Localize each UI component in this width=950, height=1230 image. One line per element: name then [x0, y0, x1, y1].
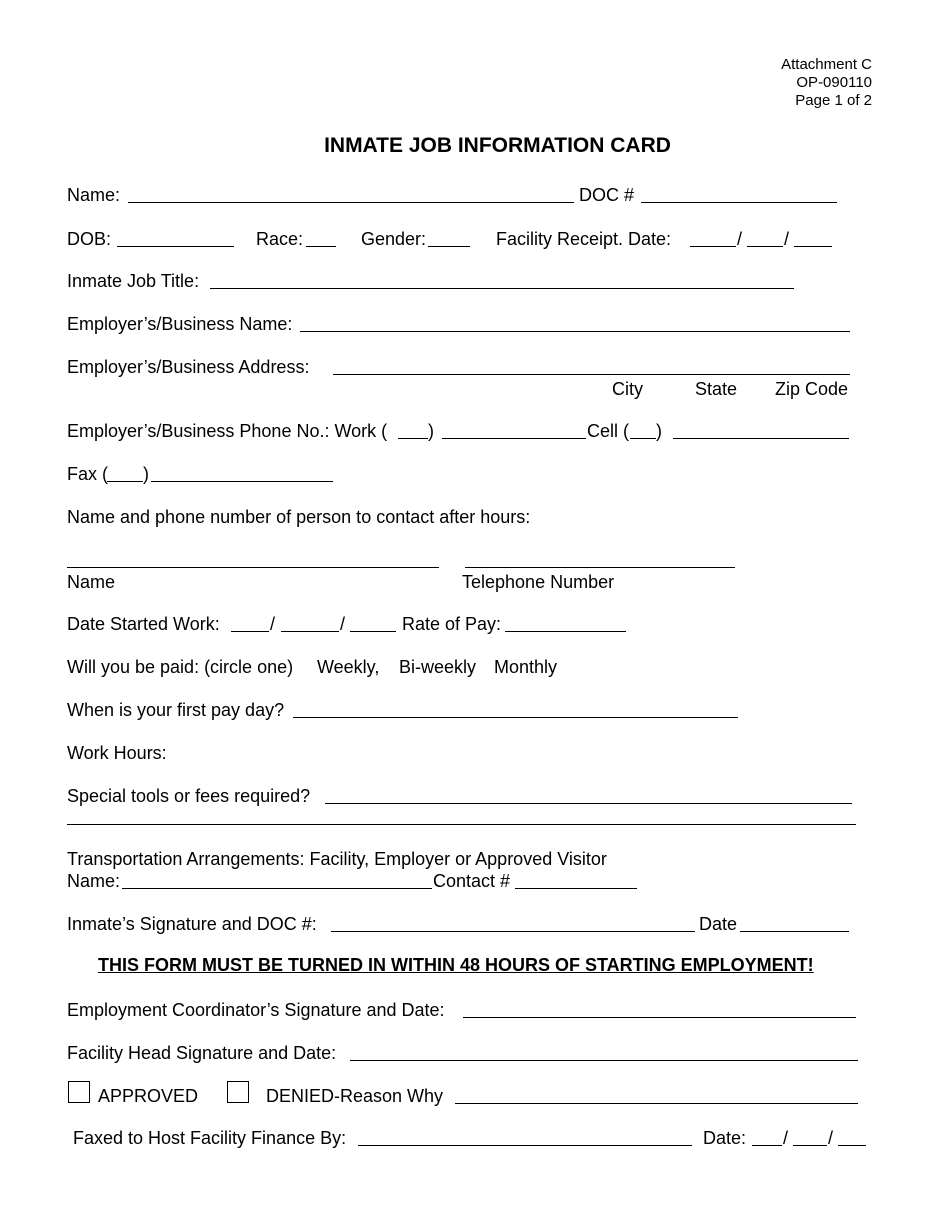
receipt-year-field[interactable]: [794, 246, 832, 247]
start-month-field[interactable]: [231, 631, 269, 632]
denied-label: DENIED-Reason Why: [266, 1086, 444, 1106]
zip-caption: Zip Code: [775, 379, 849, 399]
transportation-label: Transportation Arrangements: Facility, Employer or Approved Visitor: [67, 849, 607, 869]
faxed-to-label: Faxed to Host Facility Finance By:: [73, 1128, 347, 1148]
denied-reason-field[interactable]: [455, 1103, 858, 1104]
faxed-day-field[interactable]: [793, 1145, 827, 1146]
biweekly-option[interactable]: Bi-weekly: [399, 657, 477, 677]
city-caption: City: [612, 379, 643, 399]
special-tools-field[interactable]: [325, 803, 852, 804]
visitor-name-label: Name:: [67, 871, 121, 891]
doc-field[interactable]: [641, 202, 837, 203]
contact-number-field[interactable]: [515, 888, 637, 889]
denied-checkbox[interactable]: [227, 1081, 249, 1103]
inmate-signature-label: Inmate’s Signature and DOC #:: [67, 914, 317, 934]
coordinator-signature-label: Employment Coordinator’s Signature and Date:: [67, 1000, 445, 1020]
faxed-date-label: Date:: [703, 1128, 747, 1148]
fax-area-code-field[interactable]: [107, 481, 143, 482]
contact-name-field[interactable]: [67, 567, 439, 568]
approved-checkbox[interactable]: [68, 1081, 90, 1103]
gender-label: Gender:: [361, 229, 427, 249]
cell-label: Cell (: [587, 421, 630, 441]
contact-phone-field[interactable]: [465, 567, 735, 568]
faxed-month-field[interactable]: [752, 1145, 782, 1146]
work-hours-label: Work Hours:: [67, 743, 167, 763]
facility-receipt-label: Facility Receipt. Date:: [496, 229, 672, 249]
race-label: Race:: [256, 229, 304, 249]
monthly-option[interactable]: Monthly: [494, 657, 558, 677]
contact-prompt: Name and phone number of person to contact after hours:: [67, 507, 531, 527]
approved-label: APPROVED: [98, 1086, 199, 1106]
receipt-day-field[interactable]: [747, 246, 783, 247]
race-field[interactable]: [306, 246, 336, 247]
attachment-label: Attachment C: [781, 56, 872, 73]
business-name-label: Employer’s/Business Name:: [67, 314, 293, 334]
dob-label: DOB:: [67, 229, 112, 249]
dob-field[interactable]: [117, 246, 234, 247]
cell-phone-field[interactable]: [673, 438, 849, 439]
state-caption: State: [695, 379, 738, 399]
work-area-code-field[interactable]: [398, 438, 428, 439]
business-address-field[interactable]: [333, 374, 850, 375]
facility-head-signature-field[interactable]: [350, 1060, 858, 1061]
page-number: Page 1 of 2: [795, 92, 872, 109]
paid-prompt: Will you be paid: (circle one): [67, 657, 294, 677]
business-address-label: Employer’s/Business Address:: [67, 357, 310, 377]
faxed-by-field[interactable]: [358, 1145, 692, 1146]
gender-field[interactable]: [428, 246, 470, 247]
first-pay-day-field[interactable]: [293, 717, 738, 718]
coordinator-signature-field[interactable]: [463, 1017, 856, 1018]
weekly-option[interactable]: Weekly,: [317, 657, 380, 677]
start-day-field[interactable]: [281, 631, 339, 632]
fax-label: Fax (: [67, 464, 109, 484]
deadline-notice: THIS FORM MUST BE TURNED IN WITHIN 48 HOURS OF STARTING EMPLOYMENT!: [98, 955, 814, 975]
contact-phone-caption: Telephone Number: [462, 572, 615, 592]
fax-field[interactable]: [151, 481, 333, 482]
contact-name-caption: Name: [67, 572, 116, 592]
cell-area-code-field[interactable]: [630, 438, 656, 439]
form-number: OP-090110: [796, 74, 872, 91]
name-label: Name:: [67, 185, 121, 205]
contact-number-label: Contact #: [433, 871, 511, 891]
inmate-signature-field[interactable]: [331, 931, 695, 932]
special-tools-label: Special tools or fees required?: [67, 786, 311, 806]
inmate-date-label: Date: [699, 914, 738, 934]
job-title-field[interactable]: [210, 288, 794, 289]
date-started-label: Date Started Work:: [67, 614, 220, 634]
inmate-date-field[interactable]: [740, 931, 849, 932]
faxed-year-field[interactable]: [838, 1145, 866, 1146]
phone-label: Employer’s/Business Phone No.: Work (: [67, 421, 388, 441]
start-year-field[interactable]: [350, 631, 396, 632]
first-pay-day-label: When is your first pay day?: [67, 700, 285, 720]
doc-label: DOC #: [579, 185, 635, 205]
special-tools-field-line2[interactable]: [67, 824, 856, 825]
visitor-name-field[interactable]: [122, 888, 432, 889]
page-title: INMATE JOB INFORMATION CARD: [324, 134, 671, 157]
form-page: Attachment C OP-090110 Page 1 of 2 INMATE JOB INFORMATION CARD Name: DOC # DOB: Race: Gender: Facility Receipt. Date: / / Inmate Job Title: Employer’s/Business Name: Employer’s/Business Address: City State Zip Code Employer’s/Business Phone No.: Work ( ) Cell ( ) Fax ( ) Name and phone number of person to contact after hours: Name Telephone Number Date Started Work: / / Rate of Pay: Will you be paid: (circle one) Weekly, Bi-weekly Monthly When is your first pay day? Work Hours: Special tools or fees required? Transportation Arrangements: Facility, Employer or Approved Visitor Name: Contact # Inmate’s Signature and DOC #: Date THIS FORM MUST BE TURNED IN WITHIN 48 HOURS OF STARTING EMPLOYMENT! Employment Coordinator’s Signature and Date: Facility Head Signature and Date: APPROVED DENIED-Reason Why Faxed to Host Facility Finance By: Date: / /: [0, 0, 950, 1230]
work-phone-field[interactable]: [442, 438, 586, 439]
job-title-label: Inmate Job Title:: [67, 271, 200, 291]
rate-of-pay-field[interactable]: [505, 631, 626, 632]
document-header: [781, 56, 872, 110]
business-name-field[interactable]: [300, 331, 850, 332]
name-field[interactable]: [128, 202, 574, 203]
receipt-month-field[interactable]: [690, 246, 736, 247]
facility-head-label: Facility Head Signature and Date:: [67, 1043, 337, 1063]
rate-of-pay-label: Rate of Pay:: [402, 614, 502, 634]
